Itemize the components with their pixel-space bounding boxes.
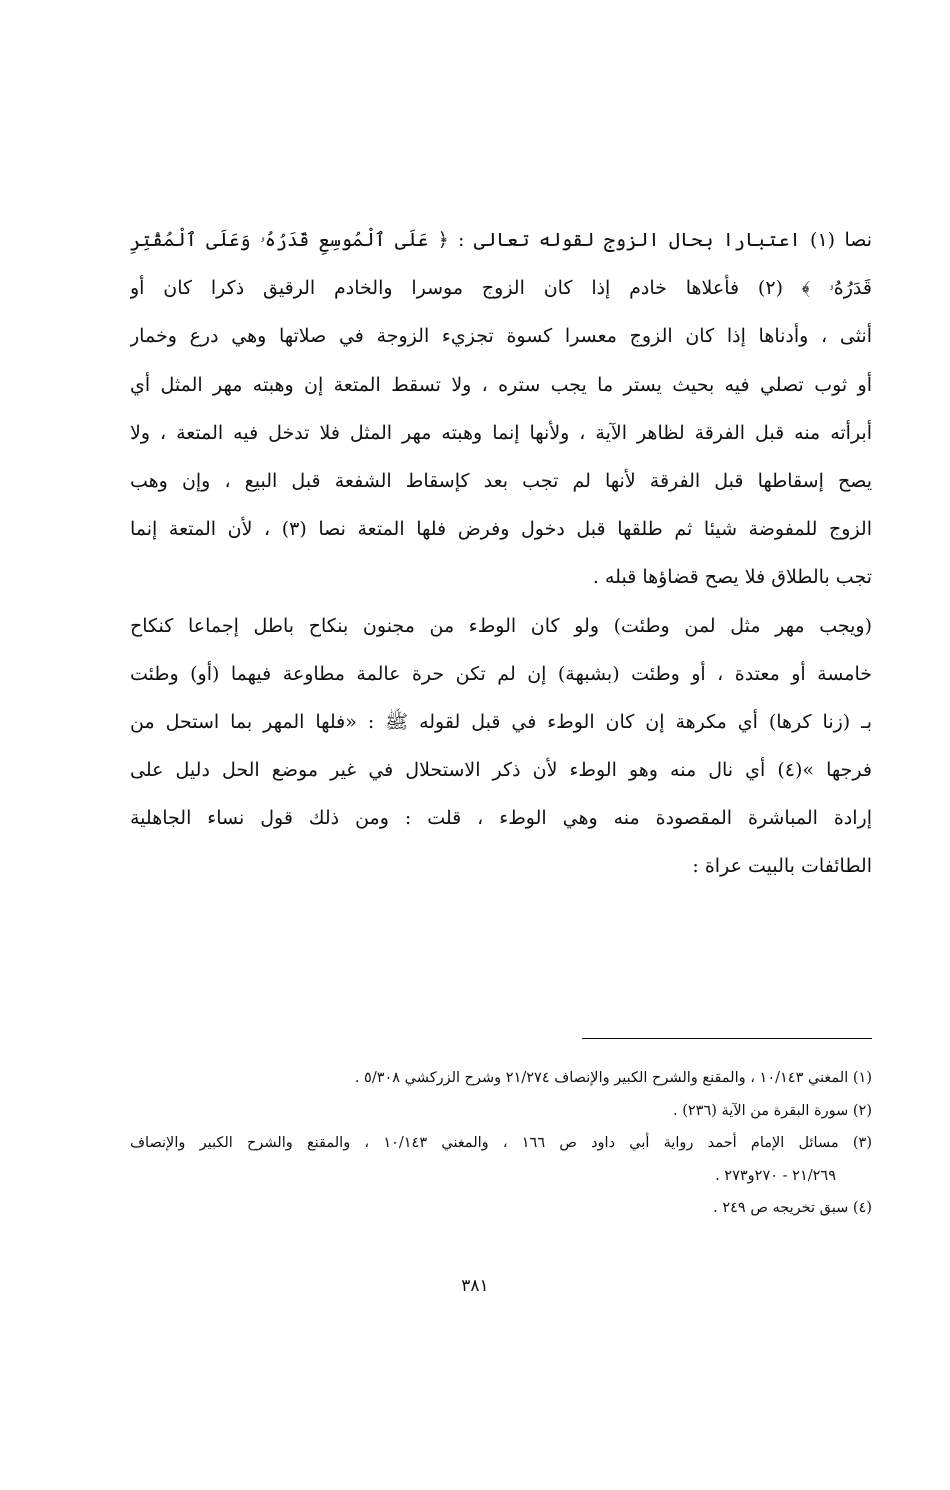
footnote-4: (٤) سبق تخريجه ص ٢٤٩ . [713, 1200, 872, 1216]
text-line: إرادة المباشرة المقصودة منه وهي الوطء ، قلت : ومن ذلك قول نساء الجاهلية [130, 807, 872, 830]
text-line: يصح إسقاطها قبل الفرقة لأنها لم تجب بعد كإسقاط الشفعة قبل البيع ، وإن وهب [130, 469, 872, 492]
text-line: الطائفات بالبيت عراة : [692, 855, 872, 878]
text-line: خامسة أو معتدة ، أو وطئت (بشبهة) إن لم تكن حرة عالمة مطاوعة فيهما (أو) وطئت [130, 662, 872, 685]
footnote-3: (٣) مسائل الإمام أحمد رواية أبي داود ص ١٦٦ ، والمغني ١٠/١٤٣ ، والمقنع والشرح الكبير والإنصاف [130, 1135, 872, 1151]
text-line: نصا (١) اعتبارا بحال الزوج لقوله تعالى : ﴿ عَلَى ٱلْمُوسِعِ قَدَرُهُۥ وَعَلَى ٱلْمُقْتِرِ [130, 229, 872, 251]
page-number: ٣٨١ [461, 1276, 489, 1296]
text-line: بـ (زنا كرها) أي مكرهة إن كان الوطء في قبل لقوله ﷺ : «فلها المهر بما استحل من [130, 710, 872, 733]
text-line: الزوج للمفوضة شيئا ثم طلقها قبل دخول وفرض فلها المتعة نصا (٣) ، لأن المتعة إنما [130, 518, 872, 541]
text-line: قَدَرُهُۥ ﴾ (٢) فأعلاها خادم إذا كان الزوج موسرا والخادم الرقيق ذكرا كان أو [130, 277, 872, 300]
text-line: تجب بالطلاق فلا يصح قضاؤها قبله . [592, 566, 872, 589]
body-text [130, 216, 872, 891]
footnote-3-continued: ٢١/٢٦٩ - ٢٧٠و٢٧٣ . [715, 1167, 836, 1184]
text-line: (ويجب مهر مثل لمن وطئت) ولو كان الوطء من مجنون بنكاح باطل إجماعا كنكاح [130, 614, 872, 637]
text-line: أو ثوب تصلي فيه بحيث يستر ما يجب ستره ، ولا تسقط المتعة إن وهبته مهر المثل أي [130, 373, 872, 396]
text-line: أبرأته منه قبل الفرقة لظاهر الآية ، ولأنها إنما وهبته مهر المثل فلا تدخل فيه المتعة ، ولا [130, 421, 872, 444]
footnotes [130, 1062, 872, 1225]
footnote-2: (٢) سورة البقرة من الآية (٢٣٦) . [673, 1102, 872, 1119]
text-line: أنثى ، وأدناها إذا كان الزوج معسرا كسوة تجزيء الزوجة في صلاتها وهي درع وخمار [130, 325, 872, 348]
text-line: فرجها »(٤) أي نال منه وهو الوطء لأن ذكر الاستحلال في غير موضع الحل دليل على [130, 759, 872, 782]
footnote-1: (١) المغني ١٠/١٤٣ ، والمقنع والشرح الكبير والإنصاف ٢١/٢٧٤ وشرح الزركشي ٥/٣٠٨ . [354, 1070, 872, 1086]
footnote-divider [582, 1038, 872, 1039]
